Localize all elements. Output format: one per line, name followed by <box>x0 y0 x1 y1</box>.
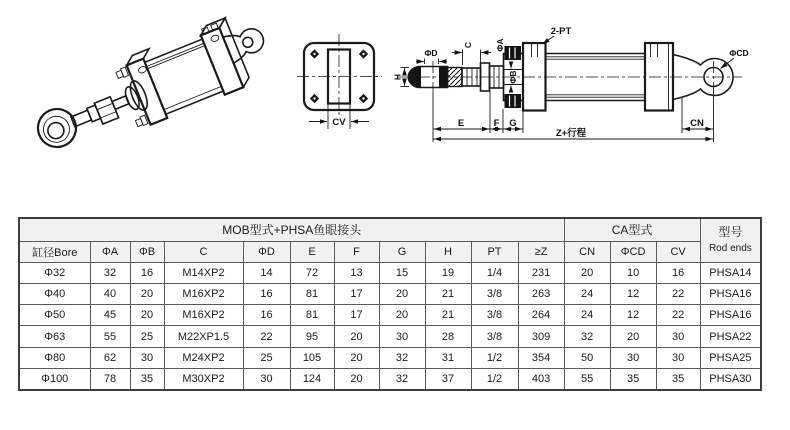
table-row <box>19 326 761 347</box>
cell: 20 <box>564 262 610 283</box>
cell: 50 <box>564 347 610 368</box>
group-header-model <box>700 218 761 262</box>
col-header-z: ≥Z <box>518 241 564 262</box>
cell: M24XP2 <box>164 347 243 368</box>
cell: 20 <box>130 283 164 304</box>
cell: 62 <box>90 347 130 368</box>
dim-label-phi-a: ΦA <box>495 38 505 52</box>
cell-rod-end: PHSA30 <box>700 368 761 389</box>
cell: 30 <box>610 347 656 368</box>
dim-label-2pt: 2-PT <box>550 26 572 37</box>
col-header-pt: PT <box>471 241 518 262</box>
cell: 309 <box>518 326 564 347</box>
col-header-e: E <box>290 241 334 262</box>
cell: 55 <box>90 326 130 347</box>
cell: 81 <box>290 283 334 304</box>
cell: 20 <box>610 326 656 347</box>
cell: 16 <box>243 305 290 326</box>
cell-bore: Φ32 <box>19 262 90 283</box>
cell: 95 <box>290 326 334 347</box>
cell: 35 <box>656 368 700 389</box>
cell-rod-end: PHSA25 <box>700 347 761 368</box>
cell: 12 <box>610 305 656 326</box>
cell: 32 <box>90 262 130 283</box>
cell: M14XP2 <box>164 262 243 283</box>
cell: 37 <box>425 368 471 389</box>
table-row <box>19 262 761 283</box>
cell: 30 <box>243 368 290 389</box>
model-label-en: Rod ends <box>708 243 752 254</box>
cell: 3/8 <box>471 305 518 326</box>
cell: 30 <box>130 347 164 368</box>
col-header-phi-d: ΦD <box>243 241 290 262</box>
cell: 30 <box>656 347 700 368</box>
cell: 12 <box>610 283 656 304</box>
col-header-phi-a: ΦA <box>90 241 130 262</box>
table-row <box>19 368 761 389</box>
dim-label-h: H <box>392 73 403 81</box>
dim-label-phi-b: ΦB <box>508 70 518 84</box>
col-header-f: F <box>334 241 379 262</box>
cell: 32 <box>379 368 425 389</box>
cell: 20 <box>379 305 425 326</box>
cell: 1/2 <box>471 368 518 389</box>
cell: 354 <box>518 347 564 368</box>
cell-bore: Φ40 <box>19 283 90 304</box>
cell: 16 <box>656 262 700 283</box>
col-header-phi-b: ΦB <box>130 241 164 262</box>
cell: 20 <box>334 326 379 347</box>
col-header-bore: 缸径Bore <box>19 241 90 262</box>
cell: 30 <box>379 326 425 347</box>
cell: 22 <box>656 283 700 304</box>
cell: 403 <box>518 368 564 389</box>
cell: 14 <box>243 262 290 283</box>
cell: 13 <box>334 262 379 283</box>
cell-bore: Φ50 <box>19 305 90 326</box>
cell: 1/4 <box>471 262 518 283</box>
cell: 55 <box>564 368 610 389</box>
model-label-zh: 型号 <box>718 225 743 239</box>
dim-label-cn: CN <box>690 118 704 129</box>
cell: 28 <box>425 326 471 347</box>
cell-rod-end: PHSA16 <box>700 305 761 326</box>
cell: 16 <box>130 262 164 283</box>
drawing-front-view <box>297 34 382 129</box>
cell: 20 <box>334 347 379 368</box>
dim-label-c: C <box>463 41 473 49</box>
cell: 3/8 <box>471 283 518 304</box>
cell: 105 <box>290 347 334 368</box>
cell: 24 <box>564 305 610 326</box>
cell: 40 <box>90 283 130 304</box>
cell-bore: Φ80 <box>19 347 90 368</box>
cell: 72 <box>290 262 334 283</box>
cell: 17 <box>334 283 379 304</box>
cell: 31 <box>425 347 471 368</box>
cell: 30 <box>656 326 700 347</box>
dim-label-g: G <box>509 118 517 129</box>
cell: 16 <box>243 283 290 304</box>
cell: 19 <box>425 262 471 283</box>
cell-bore: Φ100 <box>19 368 90 389</box>
cell: 1/2 <box>471 347 518 368</box>
dim-label-phi-d: ΦD <box>424 48 438 58</box>
cell: 264 <box>518 305 564 326</box>
cell: 263 <box>518 283 564 304</box>
table-group-header-row <box>19 218 761 241</box>
table-column-header-row <box>19 241 761 262</box>
cell-rod-end: PHSA16 <box>700 283 761 304</box>
cell: 10 <box>610 262 656 283</box>
cell: 81 <box>290 305 334 326</box>
cell: 45 <box>90 305 130 326</box>
group-header-ca: CA型式 <box>564 218 700 241</box>
dim-label-z-stroke: Z+行程 <box>555 128 587 139</box>
cell: 22 <box>243 326 290 347</box>
cell: 21 <box>425 305 471 326</box>
cell: 32 <box>379 347 425 368</box>
cell: 15 <box>379 262 425 283</box>
dim-label-f: F <box>493 118 500 129</box>
cell: M22XP1.5 <box>164 326 243 347</box>
dim-label-e: E <box>457 118 465 129</box>
cell: M16XP2 <box>164 283 243 304</box>
dim-label-phi-cd: ΦCD <box>729 48 749 58</box>
cell: 20 <box>130 305 164 326</box>
cell: 32 <box>564 326 610 347</box>
cell: 20 <box>379 283 425 304</box>
col-header-g: G <box>379 241 425 262</box>
cell: M30XP2 <box>164 368 243 389</box>
table-row <box>19 283 761 304</box>
cell: 35 <box>610 368 656 389</box>
cell-bore: Φ63 <box>19 326 90 347</box>
dim-label-cv: CV <box>332 117 346 128</box>
cell: 35 <box>130 368 164 389</box>
cell: 21 <box>425 283 471 304</box>
table-row <box>19 347 761 368</box>
col-header-h: H <box>425 241 471 262</box>
col-header-cn: CN <box>564 241 610 262</box>
col-header-phi-cd: ΦCD <box>610 241 656 262</box>
cell: 25 <box>243 347 290 368</box>
group-header-mob: MOB型式+PHSA鱼眼接头 <box>19 218 564 241</box>
cell: 20 <box>334 368 379 389</box>
cell: 124 <box>290 368 334 389</box>
cell: 78 <box>90 368 130 389</box>
cell: 231 <box>518 262 564 283</box>
cell: 17 <box>334 305 379 326</box>
col-header-cv: CV <box>656 241 700 262</box>
drawing-iso-view <box>25 8 278 165</box>
drawing-side-view <box>393 26 749 142</box>
spec-table <box>18 217 762 391</box>
cell-rod-end: PHSA22 <box>700 326 761 347</box>
cell: 3/8 <box>471 326 518 347</box>
cell: 24 <box>564 283 610 304</box>
cell: M16XP2 <box>164 305 243 326</box>
col-header-c: C <box>164 241 243 262</box>
cell-rod-end: PHSA14 <box>700 262 761 283</box>
table-row <box>19 305 761 326</box>
cell: 22 <box>656 305 700 326</box>
cell: 25 <box>130 326 164 347</box>
